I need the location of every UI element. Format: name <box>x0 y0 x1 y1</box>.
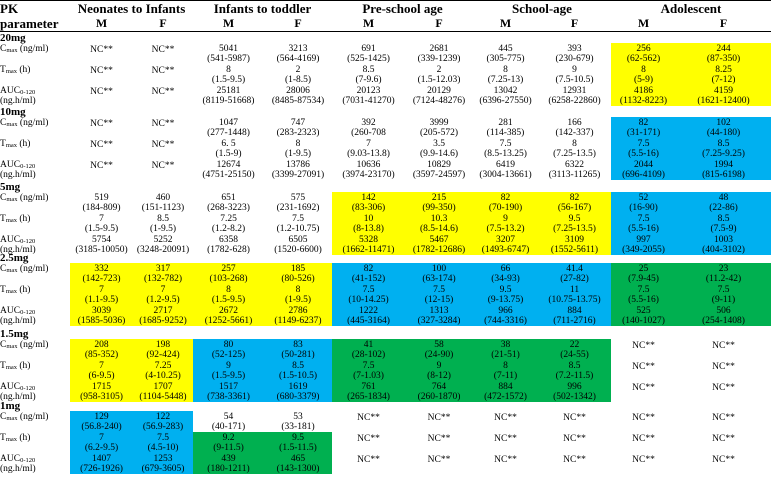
sex-header: F <box>159 16 167 30</box>
data-cell: 10636 (3974-23170) <box>342 160 395 181</box>
data-cell: 1313 (327-3284) <box>417 306 461 327</box>
data-cell: 7.5 (12-15) <box>424 285 454 306</box>
data-cell: NC** <box>632 434 655 444</box>
data-cell: NC** <box>494 455 517 465</box>
sex-header: F <box>719 16 728 30</box>
data-cell: 10.3 (8.5-14.6) <box>420 214 458 235</box>
data-cell: 1715 (958-3105) <box>80 382 123 403</box>
data-cell: NC** <box>151 45 175 55</box>
data-cell: NC** <box>494 434 517 444</box>
data-cell: 884 (472-1572) <box>484 382 527 403</box>
param-label: $AUC_{0-120}$ (ng.h/ml) <box>0 235 36 256</box>
data-cell: 11 (10.75-13.75) <box>548 285 601 306</box>
param-label: $T_{max}$ (h) <box>0 433 31 443</box>
data-cell: 8.5 (7.2-11.5) <box>555 361 594 382</box>
data-cell: 8 (1.5-9.5) <box>211 65 246 86</box>
data-cell: 8 (1-9.5) <box>284 285 312 306</box>
data-cell: 20123 (7031-41270) <box>342 86 395 107</box>
data-cell: NC** <box>632 341 655 351</box>
data-cell: 2044 (696-4109) <box>622 160 665 181</box>
data-cell: 884 (711-2716) <box>553 306 596 327</box>
data-cell: 764 (260-1870) <box>417 382 461 403</box>
data-cell: 13042 (6396-27550) <box>479 86 532 107</box>
data-cell: 13786 (3399-27091) <box>271 160 325 181</box>
param-label: $AUC_{0-120}$ (ng.h/ml) <box>0 382 36 403</box>
param-label: $C_{max}$ (ng/ml) <box>0 412 49 422</box>
data-cell: NC** <box>357 413 380 423</box>
data-cell: 4159 (1621-12400) <box>697 86 750 107</box>
data-cell: 651 (268-3223) <box>207 193 250 214</box>
dose-label: 20mg <box>0 32 26 44</box>
data-cell: NC** <box>90 66 113 76</box>
data-cell: 166 (142-337) <box>555 118 594 139</box>
param-label: $T_{max}$ (h) <box>0 361 31 371</box>
dose-label: 1.5mg <box>0 328 29 340</box>
data-cell: 6322 (3113-11265) <box>548 160 601 181</box>
data-cell: 208 (85-352) <box>84 340 119 361</box>
data-cell: 41 (28-102) <box>351 340 386 361</box>
age-group-header: Adolescent <box>660 1 722 16</box>
data-cell: NC** <box>90 140 113 150</box>
data-cell: 58 (24-90) <box>424 340 454 361</box>
param-label: $C_{max}$ (ng/ml) <box>0 264 49 274</box>
data-cell: 5754 (3185-10050) <box>75 235 128 256</box>
data-cell: 9 (7.5-13.2) <box>486 214 525 235</box>
data-cell: 82 (70-190) <box>488 193 523 214</box>
data-cell: NC** <box>712 455 735 465</box>
data-cell: NC** <box>427 434 451 444</box>
data-cell: 8 (7.25-13) <box>487 65 524 86</box>
sex-header: F <box>294 16 302 30</box>
data-cell: 506 (254-1408) <box>702 306 745 327</box>
param-header-line1: PK <box>0 1 19 16</box>
data-cell: 256 (62-562) <box>626 44 661 65</box>
data-cell: 5252 (3248-20091) <box>136 235 190 256</box>
data-cell: 8 (5-9) <box>634 65 653 86</box>
data-cell: NC** <box>90 45 113 55</box>
data-cell: 5041 (541-5987) <box>207 44 250 65</box>
data-cell: 7 (1.1-9.5) <box>84 285 119 306</box>
data-cell: NC** <box>427 413 451 423</box>
data-cell: 7.5 (10-14.25) <box>348 285 389 306</box>
data-cell: 7.5 (8.5-13.25) <box>484 139 527 160</box>
data-cell: 7 (1.5-9.5) <box>84 214 119 235</box>
data-cell: 519 (184-809) <box>82 193 121 214</box>
data-cell: 54 (40-171) <box>211 412 246 433</box>
sex-header: M <box>362 16 375 30</box>
data-cell: 9 (8-12) <box>427 361 451 382</box>
data-cell: 8.5 (7.5-9) <box>710 214 737 235</box>
data-cell: 8.5 (1.5-10.5) <box>279 361 317 382</box>
param-label: $C_{max}$ (ng/ml) <box>0 193 49 203</box>
data-cell: 3213 (564-4169) <box>276 44 320 65</box>
data-cell: 9.5 (7.25-13.5) <box>553 214 596 235</box>
sex-header: M <box>222 16 235 30</box>
param-label: $T_{max}$ (h) <box>0 285 31 295</box>
data-cell: 41.4 (27-82) <box>560 264 589 285</box>
data-cell: NC** <box>632 413 655 423</box>
param-label: $T_{max}$ (h) <box>0 214 31 224</box>
data-cell: 52 (16-90) <box>629 193 658 214</box>
data-cell: 2672 (1252-5661) <box>204 306 253 327</box>
data-cell: 7.25 (1.2-8.2) <box>211 214 246 235</box>
data-cell: NC** <box>712 341 735 351</box>
data-cell: 7 (9.03-13.8) <box>347 139 390 160</box>
data-cell: 82 (56-167) <box>557 193 592 214</box>
data-cell: 1517 (738-3361) <box>207 382 250 403</box>
data-cell: 2717 (1685-9252) <box>139 306 187 327</box>
data-cell: 1707 (1104-5448) <box>139 382 187 403</box>
data-cell: NC** <box>712 434 735 444</box>
data-cell: 3207 (1493-6747) <box>481 235 530 256</box>
data-cell: 7.5 (5.5-16) <box>628 285 659 306</box>
age-group-header: Neonates to Infants <box>77 1 186 16</box>
data-cell: 100 (63-174) <box>422 264 456 285</box>
data-cell: 122 (56.9-283) <box>142 412 184 433</box>
data-cell: 185 (80-526) <box>281 264 315 285</box>
data-cell: 10 (8-13.8) <box>353 214 384 235</box>
data-cell: NC** <box>151 87 175 97</box>
data-cell: 1619 (680-3379) <box>276 382 320 403</box>
data-cell: 25181 (8119-51668) <box>202 86 255 107</box>
data-cell: 1047 (277-1448) <box>207 118 250 139</box>
data-cell: 8.5 (7.25-9.25) <box>702 139 745 160</box>
data-cell: 7.5 (4.5-10) <box>147 433 179 454</box>
data-cell: NC** <box>151 161 175 171</box>
data-cell: NC** <box>151 119 175 129</box>
data-cell: 966 (744-3316) <box>484 306 527 327</box>
data-cell: NC** <box>632 362 655 372</box>
data-cell: NC** <box>90 87 113 97</box>
data-cell: 7.5 (9-11) <box>711 285 736 306</box>
data-cell: 2681 (339-1239) <box>417 44 461 65</box>
data-cell: NC** <box>712 383 735 393</box>
data-cell: 257 (103-268) <box>209 264 248 285</box>
data-cell: 7 (6-9.5) <box>88 361 115 382</box>
data-cell: 6. 5 (1.5-9) <box>215 139 242 160</box>
data-cell: 9.5 (9-13.75) <box>487 285 524 306</box>
data-cell: 9 (7.5-10.5) <box>555 65 594 86</box>
data-cell: 12674 (4751-25150) <box>202 160 255 181</box>
data-cell: 4186 (1132-8223) <box>619 86 668 107</box>
data-cell: 7.5 (5.5-16) <box>628 139 659 160</box>
data-cell: 25 (7.9-45) <box>628 264 659 285</box>
data-cell: 80 (52-125) <box>211 340 246 361</box>
sex-header: M <box>637 16 650 30</box>
data-cell: 5467 (1782-12686) <box>412 235 466 256</box>
data-cell: 28006 (8485-87534) <box>271 86 325 107</box>
age-group-header: Infants to toddler <box>213 1 312 16</box>
dose-label: 5mg <box>0 181 21 193</box>
data-cell: 23 (11.2-42) <box>705 264 742 285</box>
data-cell: 997 (349-2055) <box>622 235 665 256</box>
data-cell: 1003 (404-3102) <box>702 235 745 256</box>
data-cell: 2 (1.5-12.03) <box>417 65 461 86</box>
data-cell: NC** <box>427 455 451 465</box>
sex-header: M <box>499 16 512 30</box>
data-cell: 5328 (1662-11471) <box>342 235 395 256</box>
data-cell: 53 (33-181) <box>281 412 315 433</box>
data-cell: 8.5 (1-9.5) <box>149 214 177 235</box>
data-cell: 142 (83-306) <box>351 193 386 214</box>
data-cell: 66 (34-93) <box>491 264 520 285</box>
data-cell: 3.5 (9.9-14.6) <box>420 139 458 160</box>
data-cell: 102 (44-180) <box>706 118 741 139</box>
data-cell: 8 (7.25-13.5) <box>553 139 596 160</box>
data-cell: NC** <box>712 362 735 372</box>
data-cell: 7.5 (1.2-10.75) <box>276 214 320 235</box>
data-cell: 7.5 (5.5-16) <box>628 214 659 235</box>
param-label: $C_{max}$ (ng/ml) <box>0 44 49 54</box>
data-cell: 9 (1.5-9.5) <box>211 361 246 382</box>
dose-label: 10mg <box>0 106 26 118</box>
param-label: $T_{max}$ (h) <box>0 65 31 75</box>
param-label: $AUC_{0-120}$ (ng.h/ml) <box>0 454 36 475</box>
data-cell: NC** <box>90 119 113 129</box>
data-cell: 1994 (815-6198) <box>702 160 745 181</box>
data-cell: NC** <box>151 66 175 76</box>
data-cell: 7.5 (7-1.03) <box>353 361 384 382</box>
dose-label: 1mg <box>0 400 21 412</box>
data-cell: 747 (283-2323) <box>276 118 320 139</box>
data-cell: NC** <box>563 455 586 465</box>
data-cell: 82 (31-171) <box>626 118 661 139</box>
data-cell: NC** <box>494 413 517 423</box>
data-cell: NC** <box>90 161 113 171</box>
data-cell: 6358 (1782-628) <box>207 235 250 256</box>
data-cell: NC** <box>563 413 586 423</box>
data-cell: 525 (140-1027) <box>622 306 665 327</box>
data-cell: NC** <box>151 140 175 150</box>
age-group-header: School-age <box>512 1 572 16</box>
data-cell: 7.25 (4-10.25) <box>145 361 181 382</box>
data-cell: NC** <box>357 455 380 465</box>
param-label: $AUC_{0-120}$ (ng.h/ml) <box>0 306 36 327</box>
data-cell: 215 (99-350) <box>422 193 456 214</box>
data-cell: NC** <box>712 413 735 423</box>
data-cell: 460 (151-1123) <box>141 193 185 214</box>
data-cell: 2 (1-8.5) <box>284 65 312 86</box>
param-label: $AUC_{0-120}$ (ng.h/ml) <box>0 86 36 107</box>
data-cell: 10829 (3597-24597) <box>412 160 466 181</box>
data-cell: 48 (22-86) <box>709 193 738 214</box>
param-label: $T_{max}$ (h) <box>0 139 31 149</box>
data-cell: 8 (1-9.5) <box>284 139 312 160</box>
data-cell: 83 (50-281) <box>281 340 315 361</box>
data-cell: 996 (502-1342) <box>553 382 596 403</box>
data-cell: NC** <box>632 383 655 393</box>
data-cell: 129 (56.8-240) <box>81 412 122 433</box>
param-header-line2: parameter <box>0 16 59 31</box>
data-cell: 761 (265-1834) <box>347 382 390 403</box>
data-cell: 1253 (679-3605) <box>141 454 185 475</box>
data-cell: 317 (132-782) <box>144 264 182 285</box>
data-cell: NC** <box>357 434 380 444</box>
data-cell: 22 (24-55) <box>560 340 589 361</box>
data-cell: 198 (92-424) <box>146 340 180 361</box>
param-label: $AUC_{0-120}$ (ng.h/ml) <box>0 160 36 181</box>
data-cell: NC** <box>632 455 655 465</box>
data-cell: 393 (230-679) <box>555 44 594 65</box>
sex-header: F <box>435 16 443 30</box>
data-cell: 2786 (1149-6237) <box>274 306 322 327</box>
data-cell: 445 (305-775) <box>486 44 525 65</box>
data-cell: 1222 (445-3164) <box>347 306 390 327</box>
data-cell: 20129 (7124-48276) <box>412 86 466 107</box>
data-cell: 6419 (3004-13661) <box>479 160 532 181</box>
data-cell: 3039 (1585-5036) <box>77 306 126 327</box>
data-cell: 6505 (1520-6600) <box>274 235 322 256</box>
data-cell: 1407 (726-1926) <box>80 454 123 475</box>
data-cell: 3109 (1552-5611) <box>550 235 599 256</box>
param-label: $C_{max}$ (ng/ml) <box>0 340 49 350</box>
data-cell: 465 (143-1300) <box>276 454 320 475</box>
data-cell: 8.25 (7-12) <box>711 65 736 86</box>
sex-header: F <box>570 16 579 30</box>
sex-header: M <box>95 16 108 30</box>
data-cell: 8.5 (7-9.6) <box>355 65 382 86</box>
data-cell: 392 (260-708 <box>351 118 386 139</box>
param-label: $C_{max}$ (ng/ml) <box>0 118 49 128</box>
data-cell: 3999 (205-572) <box>420 118 458 139</box>
data-cell: 281 (114-385) <box>486 118 525 139</box>
data-cell: 332 (142-723) <box>82 264 121 285</box>
data-cell: 691 (525-1425) <box>347 44 390 65</box>
header-rule <box>0 31 771 32</box>
data-cell: 9.2 (9-11.5) <box>213 433 244 454</box>
data-cell: 8 (7-11) <box>493 361 518 382</box>
data-cell: 244 (87-350) <box>706 44 741 65</box>
data-cell: 8 (1.5-9.5) <box>211 285 246 306</box>
data-cell: 9.5 (1.5-11.5) <box>279 433 317 454</box>
dose-label: 2.5mg <box>0 252 29 264</box>
data-cell: NC** <box>563 434 586 444</box>
data-cell: 7 (6.2-9.5) <box>84 433 119 454</box>
data-cell: 38 (21-51) <box>491 340 520 361</box>
age-group-header: Pre-school age <box>362 1 443 16</box>
data-cell: 439 (180-1211) <box>207 454 250 475</box>
data-cell: 575 (231-1692) <box>276 193 320 214</box>
data-cell: 7 (1.2-9.5) <box>146 285 180 306</box>
data-cell: 12931 (6258-22860) <box>548 86 601 107</box>
data-cell: 82 (41-152) <box>351 264 386 285</box>
